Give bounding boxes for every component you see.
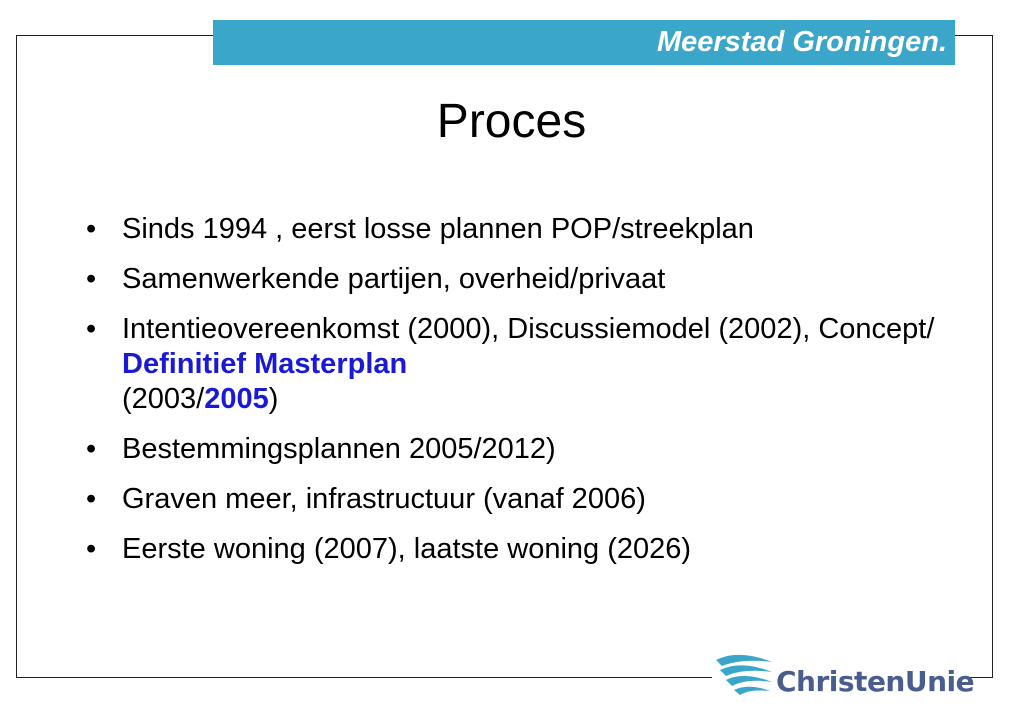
bullet-text [122, 313, 934, 415]
bullet-text: Eerste woning (2007), laatste woning (2026) [122, 533, 692, 565]
bullet-text-part: ) [268, 383, 279, 415]
bullet-icon: • [86, 213, 97, 245]
bullet-text-part: Intentieovereenkomst (2000), Discussiemodel (2002), Concept/ [122, 313, 935, 345]
bullet-text: Samenwerkende partijen, overheid/privaat [122, 263, 666, 295]
slide-title: Proces [436, 95, 587, 148]
list-item [84, 312, 944, 417]
bullet-text-part: (2003/ [122, 383, 205, 415]
bullet-icon: • [86, 533, 97, 565]
christenunie-wave-icon [712, 652, 776, 698]
list-item [84, 482, 944, 517]
list-item [84, 432, 944, 467]
bullet-icon: • [86, 483, 97, 515]
highlight-year: 2005 [204, 383, 269, 415]
bullet-text: Sinds 1994 , eerst losse plannen POP/streekplan [122, 213, 754, 245]
header-banner [213, 20, 955, 65]
bullet-text: Bestemmingsplannen 2005/2012) [122, 433, 556, 465]
list-item [84, 532, 944, 567]
bullet-list [84, 212, 944, 582]
bullet-icon: • [86, 433, 97, 465]
logo-text: ChristenUnie [776, 665, 975, 698]
bullet-text: Graven meer, infrastructuur (vanaf 2006) [122, 483, 646, 515]
bullet-icon: • [86, 263, 97, 295]
banner-title: Meerstad Groningen. [656, 26, 947, 58]
bullet-icon: • [86, 313, 97, 345]
list-item [84, 262, 944, 297]
highlight-masterplan: Definitief Masterplan [122, 348, 408, 380]
christenunie-logo [712, 652, 975, 698]
list-item [84, 212, 944, 247]
